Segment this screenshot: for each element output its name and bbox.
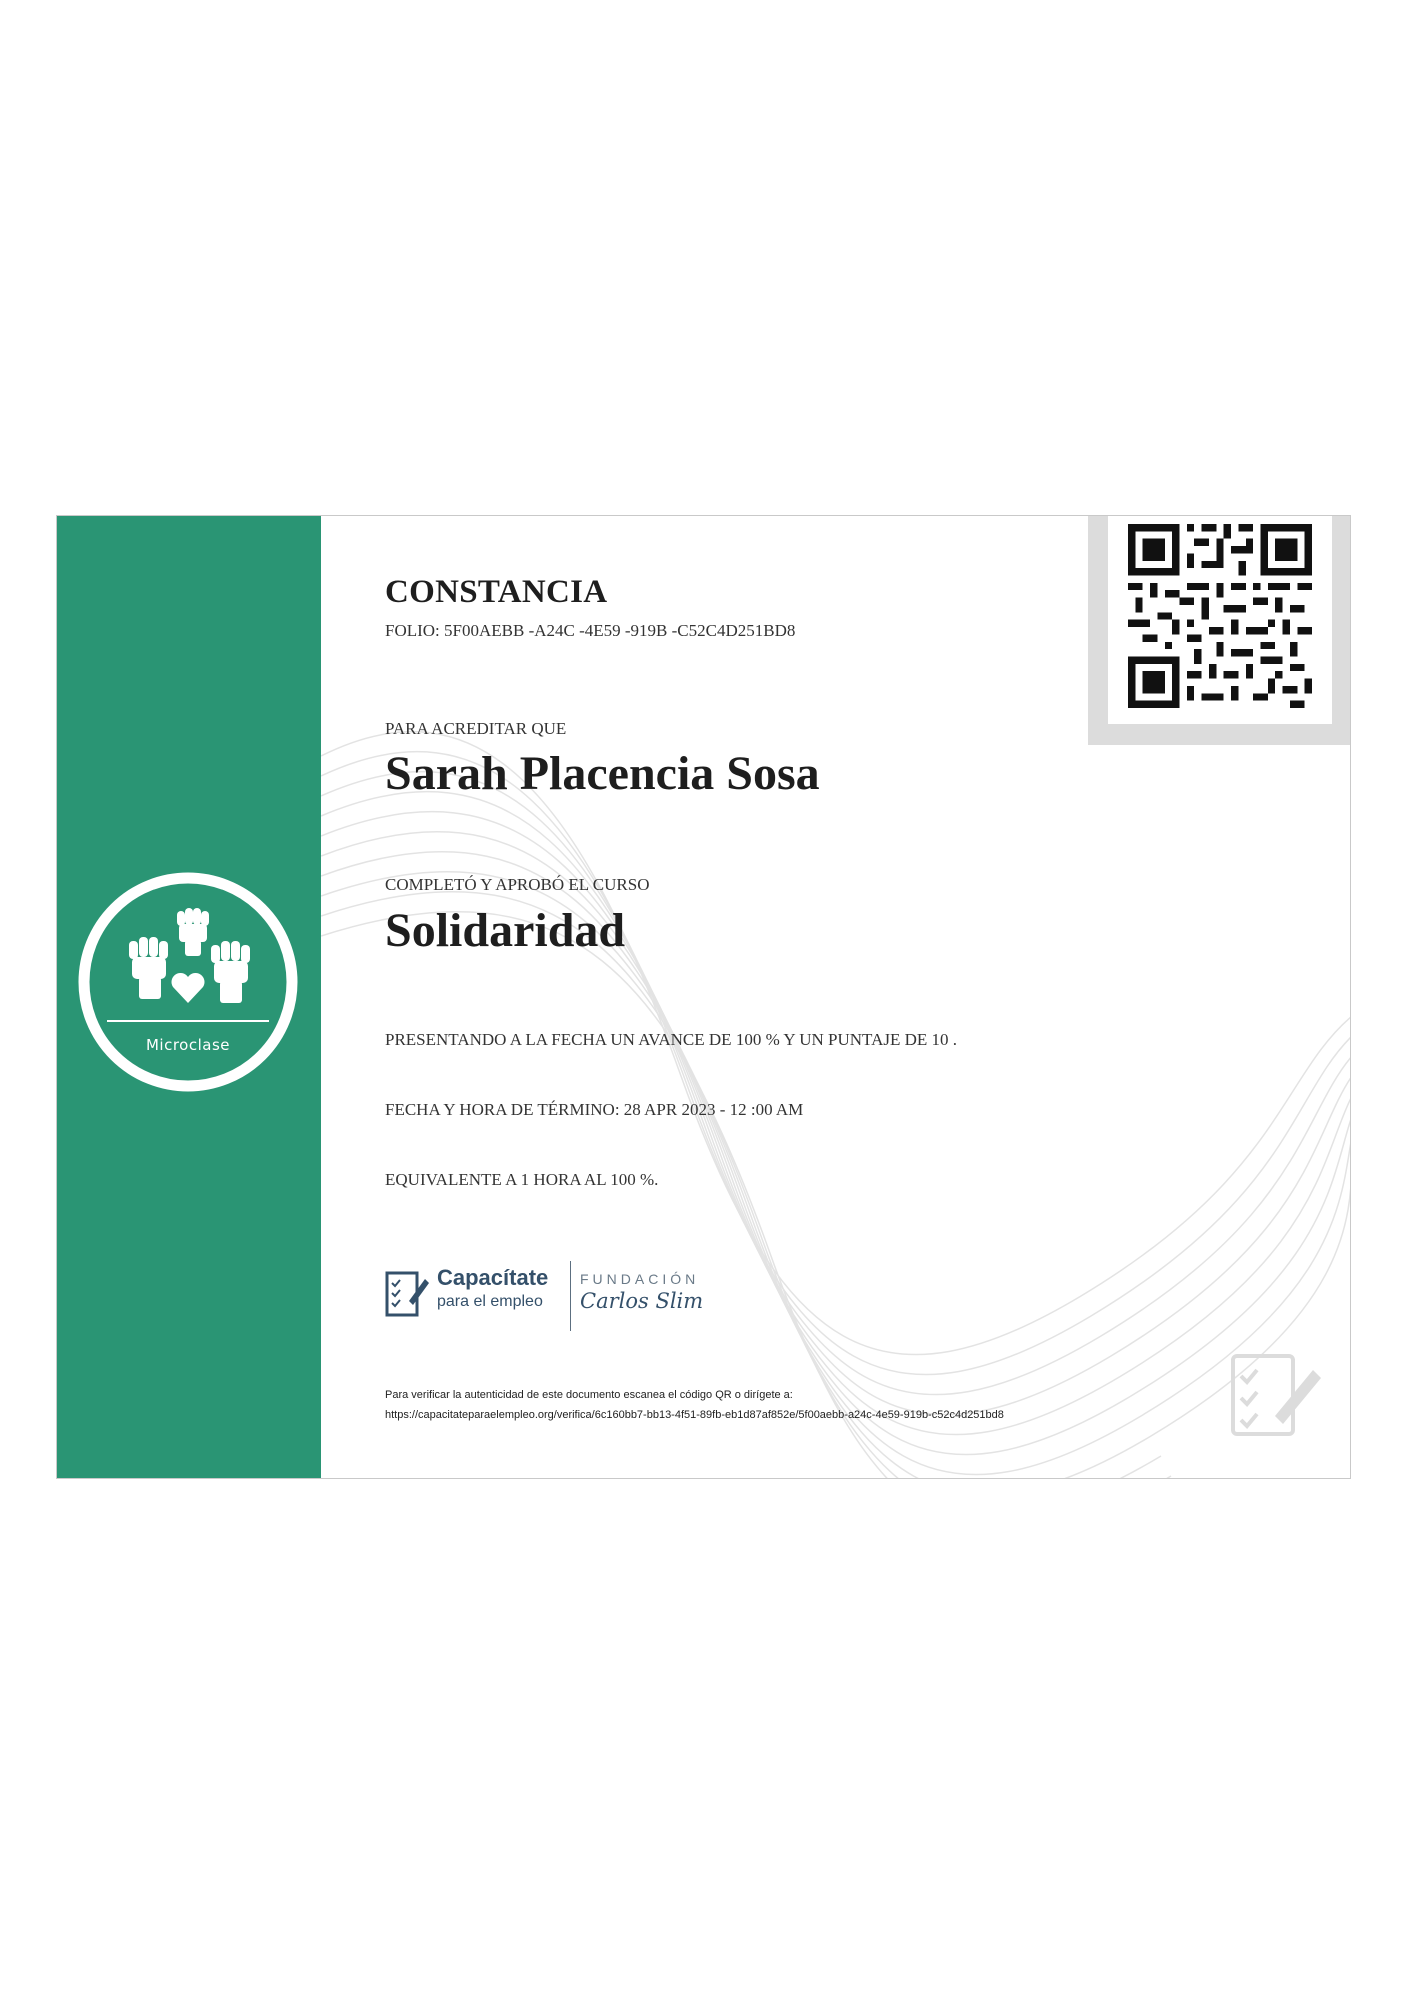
green-sidebar	[57, 516, 321, 1478]
fundacion-title: FUNDACIÓN	[580, 1271, 700, 1287]
logos	[385, 1261, 715, 1331]
verify-url[interactable]: https://capacitateparaelempleo.org/verifica/6c160bb7-bb13-4f51-89fb-eb1d87af852e/5f00aebb-a24c-4e59-919b-c52c4d251bd8	[385, 1409, 1004, 1421]
recipient-label: PARA ACREDITAR QUE	[385, 719, 567, 738]
course-label: COMPLETÓ Y APROBÓ EL CURSO	[385, 875, 650, 894]
raised-fists-heart-icon	[129, 908, 250, 1003]
equivalence-line: EQUIVALENTE A 1 HORA AL 100 %.	[385, 1170, 659, 1189]
capacitate-logo-icon	[385, 1269, 429, 1319]
progress-line: PRESENTANDO A LA FECHA UN AVANCE DE 100 % Y UN PUNTAJE DE 10 .	[385, 1030, 958, 1049]
qr-frame	[1088, 516, 1351, 745]
verify-text: Para verificar la autenticidad de este documento escanea el código QR o dirígete a:	[385, 1389, 793, 1401]
certificate	[56, 515, 1351, 1479]
logo-divider	[570, 1261, 571, 1331]
folio-number: FOLIO: 5F00AEBB -A24C -4E59 -919B -C52C4D251BD8	[385, 621, 796, 640]
capacitate-subtitle: para el empleo	[437, 1293, 543, 1310]
checklist-watermark-icon	[1225, 1346, 1325, 1446]
certificate-title: CONSTANCIA	[385, 574, 608, 610]
fundacion-signature: Carlos Slim	[580, 1289, 704, 1313]
course-name: Solidaridad	[385, 904, 626, 957]
microclase-badge	[77, 871, 299, 1093]
badge-label: Microclase	[145, 1036, 231, 1054]
recipient-name: Sarah Placencia Sosa	[385, 747, 820, 800]
qr-code	[1108, 516, 1332, 724]
completion-date-line: FECHA Y HORA DE TÉRMINO: 28 APR 2023 - 12 :00 AM	[385, 1100, 804, 1119]
capacitate-title: Capacítate	[437, 1265, 549, 1290]
